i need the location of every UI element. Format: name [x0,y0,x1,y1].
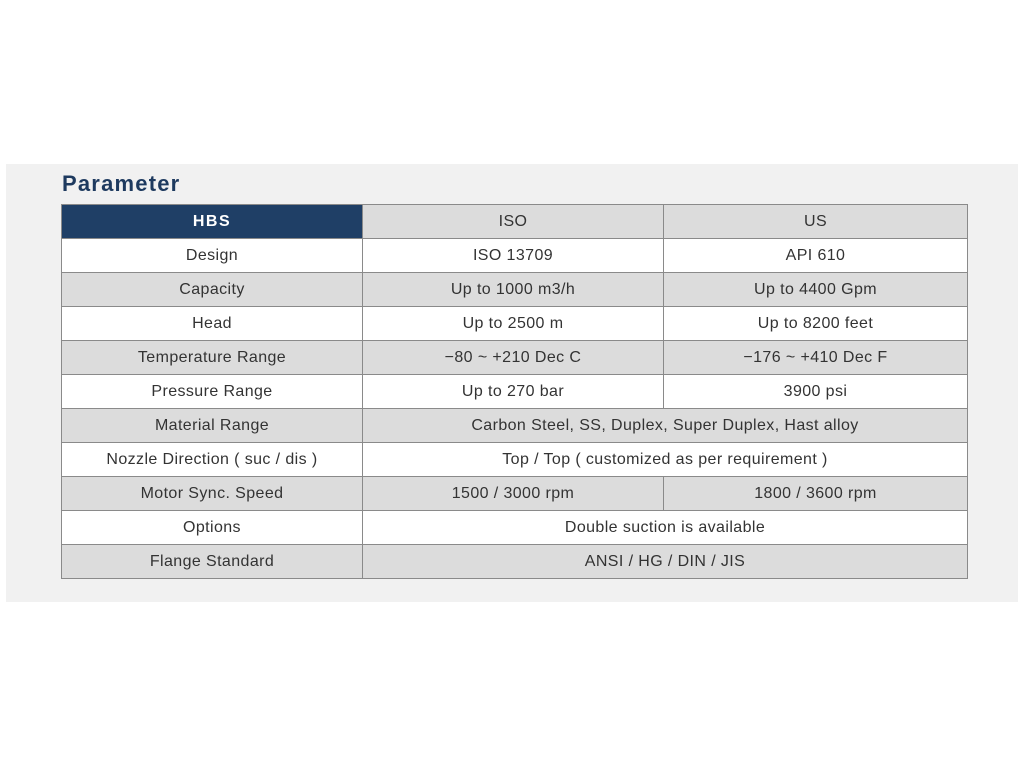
cell-iso: 1500 / 3000 rpm [363,477,664,511]
row-label: Temperature Range [62,341,363,375]
table-row-design [62,239,968,273]
row-label: Head [62,307,363,341]
table-row-temperature-range [62,341,968,375]
row-label: Material Range [62,409,363,443]
cell-us: −176 ~ +410 Dec F [664,341,968,375]
cell-iso: −80 ~ +210 Dec C [363,341,664,375]
cell-iso: Up to 1000 m3/h [363,273,664,307]
header-us: US [664,205,968,239]
cell-us: 1800 / 3600 rpm [664,477,968,511]
row-label: Options [62,511,363,545]
table-row-pressure-range [62,375,968,409]
row-label: Pressure Range [62,375,363,409]
table-row-capacity [62,273,968,307]
row-label: Capacity [62,273,363,307]
cell-merged: Double suction is available [363,511,968,545]
cell-iso: Up to 2500 m [363,307,664,341]
table-header-row [62,205,968,239]
row-label: Flange Standard [62,545,363,579]
cell-iso: Up to 270 bar [363,375,664,409]
table-row-nozzle-direction [62,443,968,477]
cell-merged: Top / Top ( customized as per requirement ) [363,443,968,477]
cell-merged: Carbon Steel, SS, Duplex, Super Duplex, Hast alloy [363,409,968,443]
table-row-options [62,511,968,545]
table-row-flange-standard [62,545,968,579]
header-hbs: HBS [62,205,363,239]
row-label: Design [62,239,363,273]
row-label: Nozzle Direction ( suc / dis ) [62,443,363,477]
table-row-material-range [62,409,968,443]
parameter-table [61,204,968,579]
table-row-motor-sync-speed [62,477,968,511]
section-title: Parameter [62,171,181,196]
cell-merged: ANSI / HG / DIN / JIS [363,545,968,579]
cell-us: API 610 [664,239,968,273]
cell-us: Up to 4400 Gpm [664,273,968,307]
header-iso: ISO [363,205,664,239]
cell-us: Up to 8200 feet [664,307,968,341]
row-label: Motor Sync. Speed [62,477,363,511]
cell-iso: ISO 13709 [363,239,664,273]
cell-us: 3900 psi [664,375,968,409]
table-row-head [62,307,968,341]
